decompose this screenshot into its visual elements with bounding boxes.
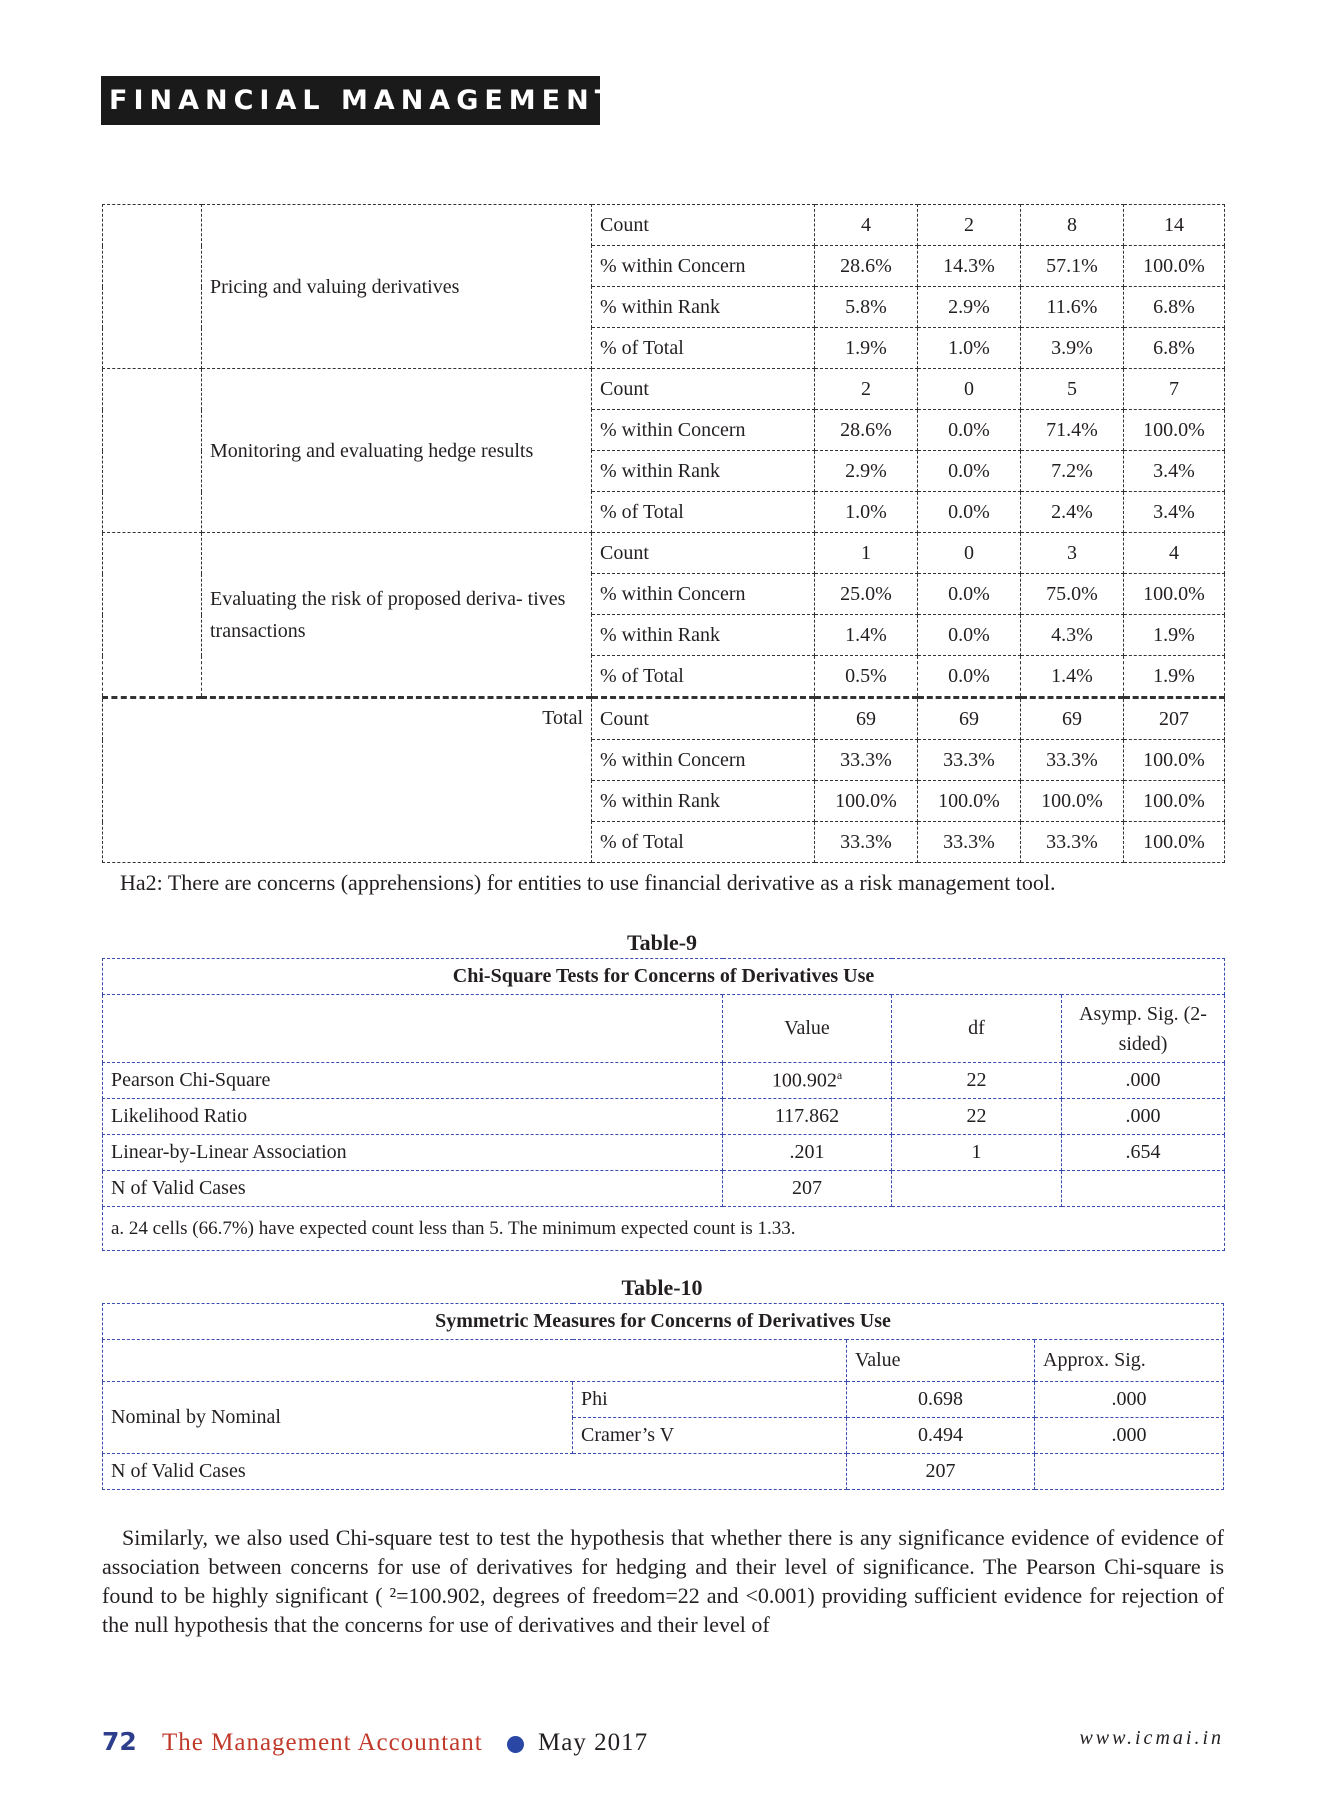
group-spacer-cell [103,205,202,369]
stat-label: Count [592,698,815,740]
value-cell: 75.0% [1021,574,1124,615]
value-cell: 8 [1021,205,1124,246]
body-paragraph [102,1523,1224,1639]
value-cell: 0.0% [918,656,1021,698]
stat-label: Count [592,369,815,410]
value-cell: 5.8% [815,287,918,328]
row-value: .201 [723,1135,892,1171]
table9-header-blank [103,995,723,1063]
value-cell: 69 [918,698,1021,740]
value-cell: 100.0% [1124,781,1225,822]
value-cell: 14.3% [918,246,1021,287]
table-row [103,1171,1225,1207]
value-cell: 100.0% [1124,822,1225,863]
value-cell: 33.3% [815,740,918,781]
value-cell: 33.3% [918,740,1021,781]
value-cell: 5 [1021,369,1124,410]
row-sig: .000 [1035,1382,1224,1418]
table10-caption: Table-10 [621,1275,703,1300]
row-label: Pearson Chi-Square [103,1063,723,1099]
value-cell: 25.0% [815,574,918,615]
row-sig [1062,1171,1225,1207]
row-value: 207 [847,1454,1035,1490]
table-row [103,698,1225,740]
row-sig: .654 [1062,1135,1225,1171]
table-row [103,533,1225,574]
row-sig: .000 [1035,1418,1224,1454]
table-row [103,1454,1224,1490]
stat-label: % of Total [592,822,815,863]
value-cell: 1.9% [1124,656,1225,698]
stat-label: % within Rank [592,287,815,328]
value-cell: 1.4% [815,615,918,656]
stat-label: % within Concern [592,740,815,781]
stat-label: % of Total [592,656,815,698]
value-cell: 2 [815,369,918,410]
value-cell: 100.0% [1124,740,1225,781]
crosstab-table [102,204,1225,863]
value-cell: 100.0% [1124,246,1225,287]
stat-label: % within Rank [592,781,815,822]
row-sig: .000 [1062,1099,1225,1135]
value-cell: 7.2% [1021,451,1124,492]
value-cell: 28.6% [815,410,918,451]
table10-header-blank [103,1340,847,1382]
row-df: 22 [892,1063,1062,1099]
table-row [103,1135,1225,1171]
value-cell: 100.0% [1021,781,1124,822]
row-sig: .000 [1062,1063,1225,1099]
table-row [103,1063,1225,1099]
group-label: Nominal by Nominal [103,1382,573,1454]
value-cell: 207 [1124,698,1225,740]
row-df: 1 [892,1135,1062,1171]
table-row [103,369,1225,410]
paragraph-text: Similarly, we also used Chi-square test to test the hypothesis that whether there is any significance evidence of evidence of association between concerns for use of derivatives for hedging and their level of significance. The Pearson Chi-square is found to be highly significant ( ²=100.902, degrees of freedom=22 and <0.001) providing sufficient evidence for rejection of the null hypothesis that the concerns for use of derivatives and their level of [102,1525,1224,1637]
table9-header-value: Value [723,995,892,1063]
stat-label: Count [592,205,815,246]
value-cell: 33.3% [918,822,1021,863]
table9-subtitle: Chi-Square Tests for Concerns of Derivatives Use [103,959,1225,995]
value-cell: 4 [815,205,918,246]
group-spacer-cell [103,533,202,698]
row-value: 0.494 [847,1418,1035,1454]
table10-header-value: Value [847,1340,1035,1382]
stat-label: % within Rank [592,451,815,492]
value-cell: 4.3% [1021,615,1124,656]
publication-name: The Management Accountant [162,1729,483,1756]
stat-label: % of Total [592,492,815,533]
page-number: 72 [102,1727,137,1756]
concern-label: Monitoring and evaluating hedge results [202,369,592,533]
row-value: 207 [723,1171,892,1207]
value-cell: 2.9% [918,287,1021,328]
value-cell: 100.0% [1124,574,1225,615]
table-row [103,1382,1224,1418]
value-cell: 4 [1124,533,1225,574]
value-cell: 1.9% [1124,615,1225,656]
value-cell: 0.0% [918,615,1021,656]
row-label: Likelihood Ratio [103,1099,723,1135]
value-cell: 100.0% [815,781,918,822]
value-cell: 0.0% [918,574,1021,615]
value-cell: 1 [815,533,918,574]
value-cell: 3.4% [1124,451,1225,492]
stat-label: % within Rank [592,615,815,656]
value-cell: 33.3% [1021,740,1124,781]
table10-header-sig: Approx. Sig. [1035,1340,1224,1382]
value-cell: 14 [1124,205,1225,246]
value-cell: 57.1% [1021,246,1124,287]
value-cell: 1.0% [918,328,1021,369]
value-cell: 33.3% [815,822,918,863]
concern-label: Pricing and valuing derivatives [202,205,592,369]
value-cell: 2.9% [815,451,918,492]
value-cell: 6.8% [1124,328,1225,369]
row-value: 117.862 [723,1099,892,1135]
total-label: Total [103,698,592,863]
table9-footnote: a. 24 cells (66.7%) have expected count less than 5. The minimum expected count is 1.33. [103,1207,1225,1251]
value-cell: 0.0% [918,451,1021,492]
value-cell: 1.9% [815,328,918,369]
value-cell: 0.0% [918,410,1021,451]
value-cell: 11.6% [1021,287,1124,328]
value-cell: 100.0% [1124,410,1225,451]
stat-label: % within Concern [592,574,815,615]
value-cell: 69 [1021,698,1124,740]
value-cell: 0.5% [815,656,918,698]
value-cell: 3 [1021,533,1124,574]
stat-label: % within Concern [592,410,815,451]
page-footer [102,1727,1224,1767]
value-cell: 1.0% [815,492,918,533]
row-value: 100.902$^a$ [723,1063,892,1099]
stat-label: % within Concern [592,246,815,287]
value-cell: 1.4% [1021,656,1124,698]
table10-subtitle: Symmetric Measures for Concerns of Derivatives Use [103,1304,1224,1340]
row-label: Phi [573,1382,847,1418]
hypothesis-text: Ha2: There are concerns (apprehensions) for entities to use financial derivative as a risk management tool. [120,870,1056,895]
value-cell: 0.0% [918,492,1021,533]
row-sig [1035,1454,1224,1490]
value-cell: 2.4% [1021,492,1124,533]
row-df: 22 [892,1099,1062,1135]
stat-label: % of Total [592,328,815,369]
bullet-dot-icon [507,1736,524,1753]
row-label: N of Valid Cases [103,1171,723,1207]
concern-label: Evaluating the risk of proposed deriva- tives transactions [202,533,592,698]
website-link[interactable]: www.icmai.in [1079,1727,1224,1749]
value-cell: 100.0% [918,781,1021,822]
value-cell: 7 [1124,369,1225,410]
row-label: Linear-by-Linear Association [103,1135,723,1171]
table-row [103,1099,1225,1135]
table-row [103,205,1225,246]
row-df [892,1171,1062,1207]
value-cell: 69 [815,698,918,740]
table9-header-df: df [892,995,1062,1063]
value-cell: 6.8% [1124,287,1225,328]
stat-label: Count [592,533,815,574]
value-cell: 0 [918,533,1021,574]
value-cell: 3.4% [1124,492,1225,533]
section-header: FINANCIAL MANAGEMENT [101,76,600,125]
chi-square-table [102,958,1225,1251]
table9-header-sig: Asymp. Sig. (2-sided) [1062,995,1225,1063]
value-cell: 28.6% [815,246,918,287]
row-label: N of Valid Cases [103,1454,847,1490]
group-spacer-cell [103,369,202,533]
row-value: 0.698 [847,1382,1035,1418]
value-cell: 3.9% [1021,328,1124,369]
value-cell: 0 [918,369,1021,410]
value-cell: 2 [918,205,1021,246]
symmetric-measures-table [102,1303,1224,1490]
table9-caption: Table-9 [626,930,698,955]
row-label: Cramer’s V [573,1418,847,1454]
value-cell: 33.3% [1021,822,1124,863]
issue-date: May 2017 [538,1729,649,1756]
value-cell: 71.4% [1021,410,1124,451]
